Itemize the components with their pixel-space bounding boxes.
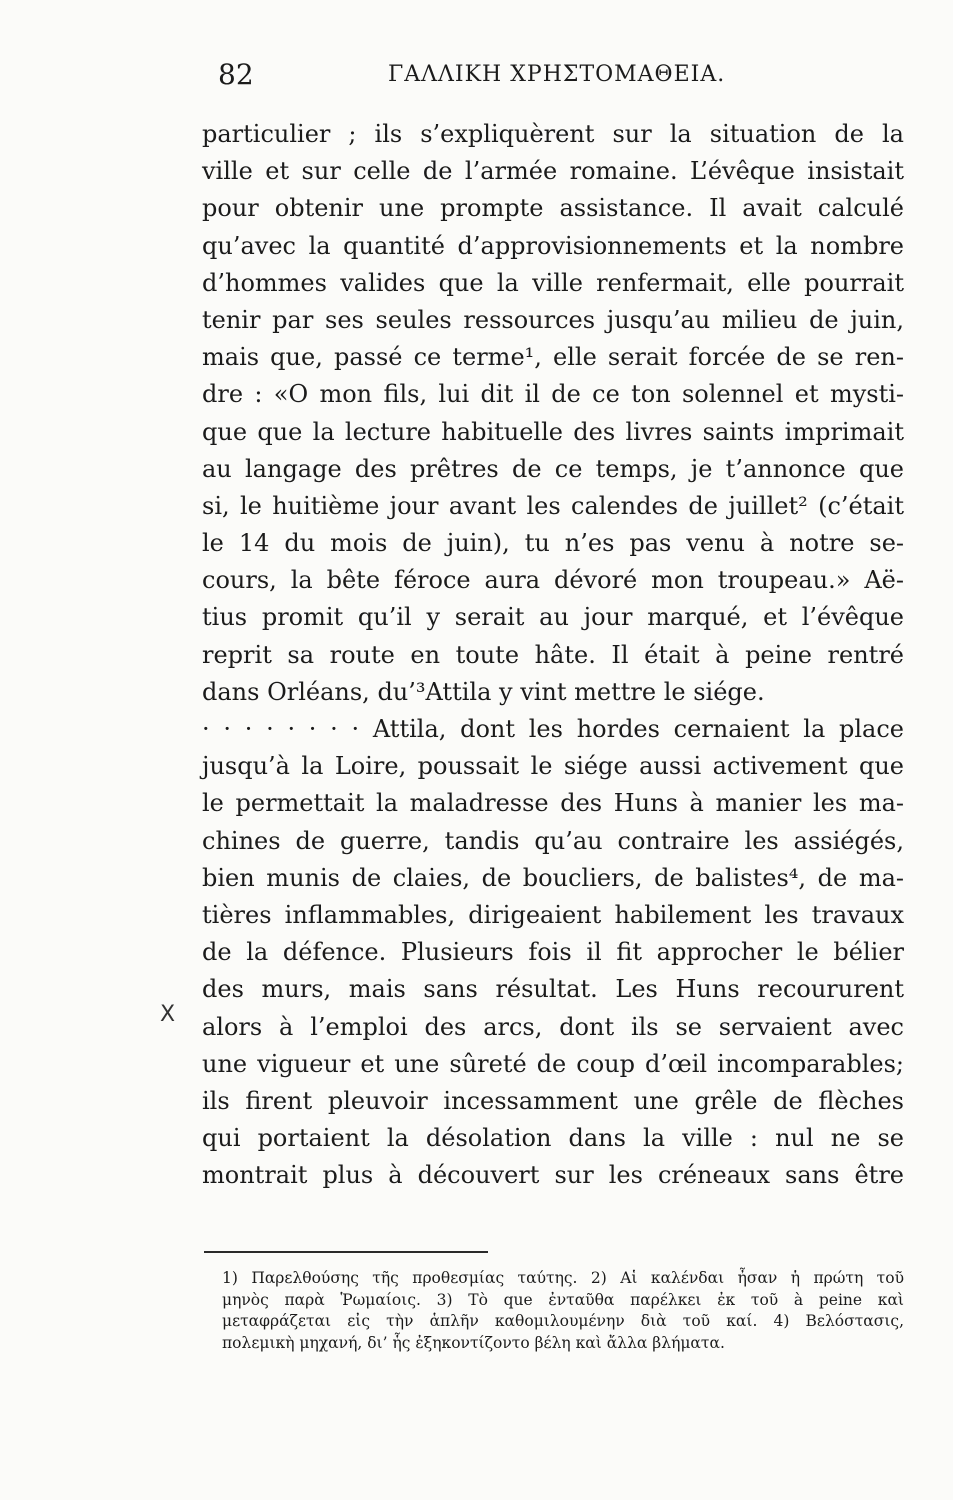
text-line: mais que, passé ce terme¹, elle serait forcée de se ren- xyxy=(202,343,904,372)
footnote-line: μεταφράζεται εἰς τὴν ἁπλῆν καθομιλουμένην διὰ τοῦ καί. 4) Βελόστασις, xyxy=(222,1312,904,1330)
footnote-line: 1) Παρελθούσης τῆς προθεσμίας ταύτης. 2) Αἱ καλένδαι ἦσαν ἡ πρώτη τοῦ xyxy=(222,1269,904,1287)
text-line: dans Orléans, du’³Attila y vint mettre le siége. xyxy=(202,677,765,706)
text-line: que que la lecture habituelle des livres saints imprimait xyxy=(202,417,904,446)
text-line: d’hommes valides que la ville renfermait, elle pourrait xyxy=(202,268,904,297)
text-line: le 14 du mois de juin), tu n’es pas venu à notre se- xyxy=(202,529,904,558)
text-line: alors à l’emploi des arcs, dont ils se servaient avec xyxy=(202,1012,904,1041)
text-line: des murs, mais sans résultat. Les Huns recoururent xyxy=(202,975,904,1004)
text-line: bien munis de claies, de boucliers, de balistes⁴, de ma- xyxy=(202,863,904,892)
text-line: pour obtenir une prompte assistance. Il avait calculé xyxy=(202,194,904,223)
margin-annotation: X xyxy=(160,1002,176,1027)
text-line: ville et sur celle de l’armée romaine. L’évêque insistait xyxy=(202,157,904,186)
text-line: cours, la bête féroce aura dévoré mon troupeau.» Aë- xyxy=(202,566,904,595)
text-line: chines de guerre, tandis qu’au contraire les assiégés, xyxy=(202,826,904,855)
text-line: jusqu’à la Loire, poussait le siége aussi activement que xyxy=(202,752,904,781)
text-line: particulier ; ils s’expliquèrent sur la situation de la xyxy=(202,120,904,148)
footnote-line: πολεμικὴ μηχανή, δι’ ἧς ἐξηκοντίζοντο βέλη καὶ ἄλλα βλήματα. xyxy=(222,1333,725,1352)
text-line: tius promit qu’il y serait au jour marqué, et l’évêque xyxy=(202,603,904,632)
footnotes xyxy=(222,1268,904,1354)
page-number: 82 xyxy=(218,58,254,91)
text-line: de la défence. Plusieurs fois il fit approcher le bélier xyxy=(202,938,904,967)
footnote-divider xyxy=(204,1251,488,1253)
text-line: le permettait la maladresse des Huns à manier les ma- xyxy=(202,789,904,818)
text-line: qui portaient la désolation dans la ville : nul ne se xyxy=(202,1124,904,1153)
text-line: tières inflammables, dirigeaient habilement les travaux xyxy=(202,900,904,929)
text-line: montrait plus à découvert sur les créneaux sans être xyxy=(202,1161,904,1190)
footnote-line: μηνὸς παρὰ Ῥωμαίοις. 3) Τὸ que ἐνταῦθα παρέλκει ἐκ τοῦ à peine καὶ xyxy=(222,1290,904,1309)
text-line: au langage des prêtres de ce temps, je t’annonce que xyxy=(202,454,904,483)
main-text xyxy=(202,116,904,1194)
text-line: dre : «O mon fils, lui dit il de ce ton solennel et mysti- xyxy=(202,380,904,409)
text-line: · · · · · · · · Attila, dont les hordes cernaient la place xyxy=(202,715,904,743)
text-line: une vigueur et une sûreté de coup d’œil incomparables; xyxy=(202,1049,904,1078)
running-title: ΓΑΛΛΙΚΗ ΧΡΗΣΤΟΜΑΘΕΙΑ. xyxy=(388,62,726,87)
text-line: tenir par ses seules ressources jusqu’au milieu de juin, xyxy=(202,305,904,334)
page-header xyxy=(0,58,953,94)
text-line: si, le huitième jour avant les calendes de juillet² (c’était xyxy=(202,491,904,520)
text-line: qu’avec la quantité d’approvisionnements et la nombre xyxy=(202,231,904,260)
text-line: ils firent pleuvoir incessamment une grêle de flèches xyxy=(202,1086,904,1115)
text-line: reprit sa route en toute hâte. Il était à peine rentré xyxy=(202,640,904,669)
